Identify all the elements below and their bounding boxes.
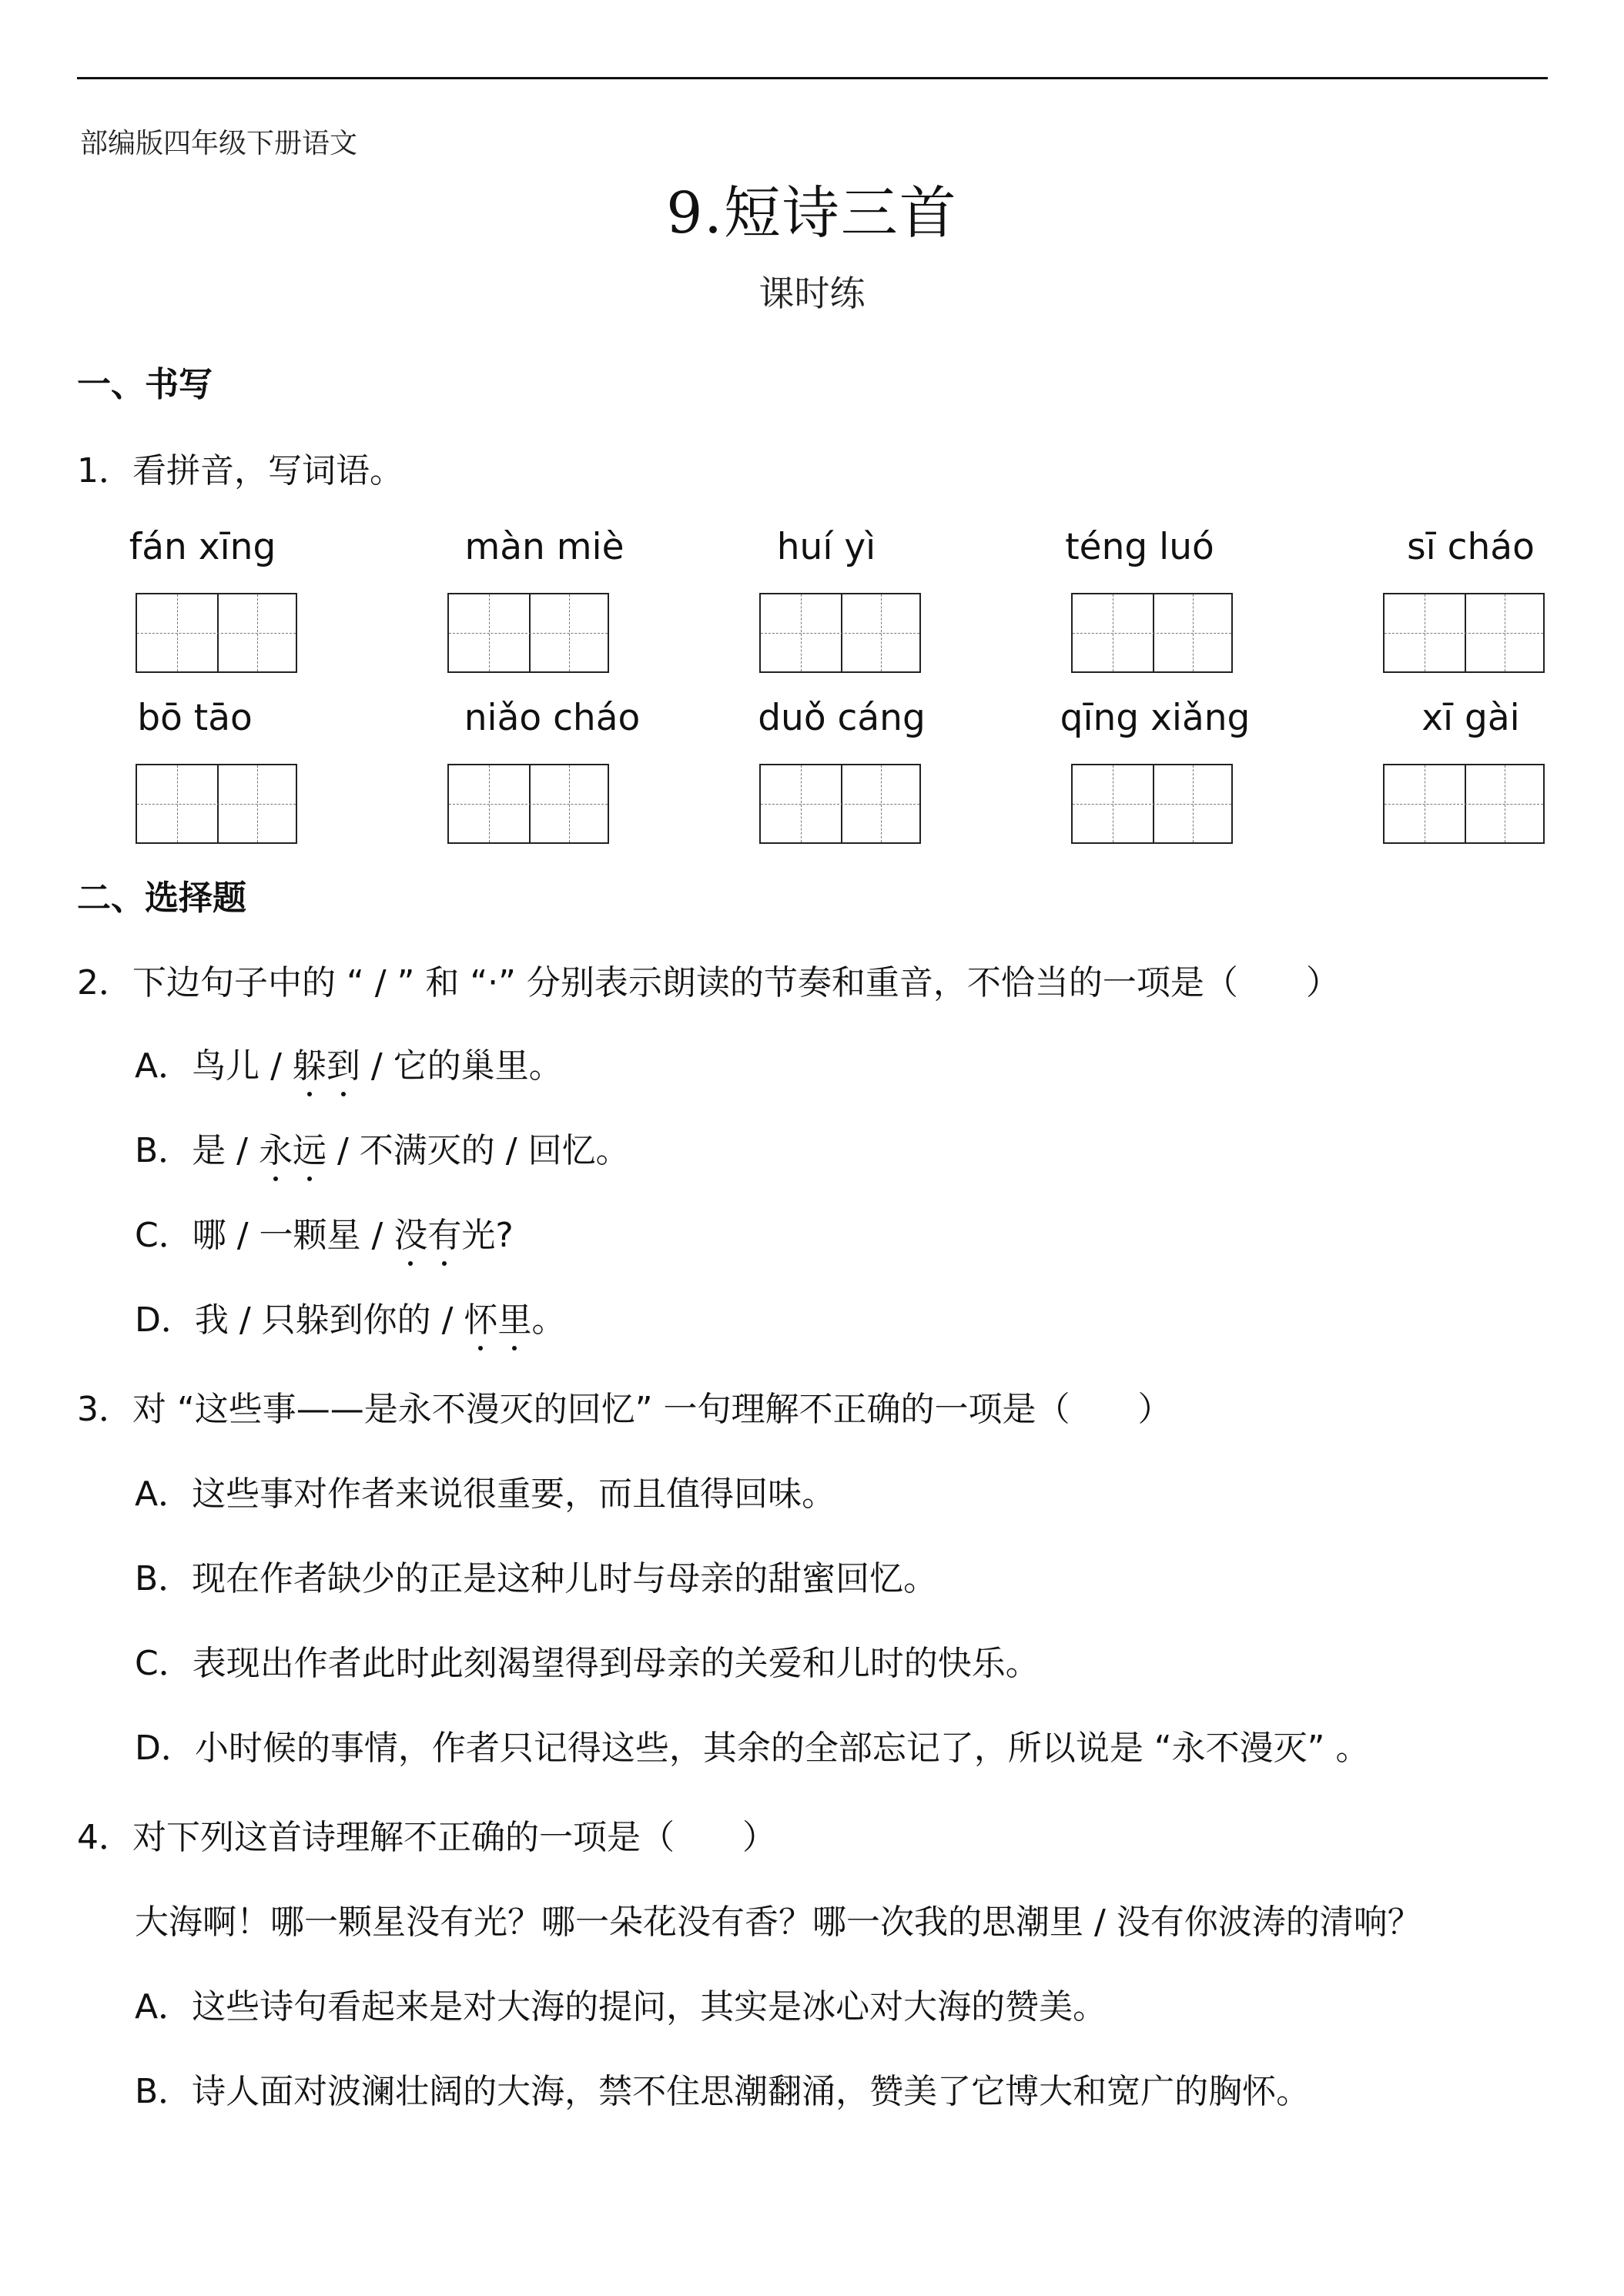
question-4-option-a[interactable]: A．这些诗句看起来是对大海的提问，其实是冰心对大海的赞美。: [135, 1987, 1107, 2027]
question-4-poem: 大海啊！哪一颗星没有光？哪一朵花没有香？哪一次我的思潮里 / 没有你波涛的清响？: [135, 1903, 1421, 1942]
question-3-option-d[interactable]: D．小时候的事情，作者只记得这些，其余的全部忘记了，所以说是 “永不漫灭” 。: [135, 1729, 1370, 1768]
lesson-title: 9.短诗三首: [666, 180, 958, 246]
writing-grid[interactable]: [136, 593, 297, 673]
section-heading-writing: 一、书写: [77, 365, 213, 404]
question-2-option-c[interactable]: C．哪 / 一颗星 / 没有光?: [135, 1207, 514, 1257]
pinyin-label: téng luó: [1065, 526, 1214, 568]
book-title: 部编版四年级下册语文: [80, 128, 358, 159]
question-4-prompt: 4．对下列这首诗理解不正确的一项是（ ）: [77, 1818, 776, 1857]
pinyin-label: bō tāo: [137, 697, 253, 739]
question-2-prompt: 2．下边句子中的 “ / ” 和 “·” 分别表示朗读的节奏和重音，不恰当的一项是（ ）: [77, 963, 1340, 1002]
writing-grid[interactable]: [447, 764, 609, 844]
pinyin-label: sī cháo: [1407, 526, 1535, 568]
pinyin-label: xī gài: [1421, 697, 1520, 739]
question-1-prompt: 1．看拼音，写词语。: [77, 451, 403, 490]
question-2-option-d[interactable]: D．我 / 只躲到你的 / 怀里。: [135, 1292, 565, 1341]
writing-grid[interactable]: [759, 593, 921, 673]
question-2-option-b[interactable]: B．是 / 永远 / 不满灭的 / 回忆。: [135, 1123, 630, 1172]
pinyin-label: niǎo cháo: [464, 697, 641, 739]
question-2-option-a[interactable]: A．鸟儿 / 躲到 / 它的巢里。: [135, 1038, 563, 1087]
top-rule: [77, 77, 1548, 79]
question-3-prompt: 3．对 “这些事——是永不漫灭的回忆” 一句理解不正确的一项是（ ）: [77, 1390, 1172, 1429]
writing-grid[interactable]: [1071, 764, 1233, 844]
writing-grid[interactable]: [1383, 764, 1545, 844]
writing-grid[interactable]: [1383, 593, 1545, 673]
lesson-subtitle: 课时练: [758, 273, 866, 314]
writing-grid[interactable]: [447, 593, 609, 673]
pinyin-label: qīng xiǎng: [1060, 697, 1251, 739]
writing-grid[interactable]: [1071, 593, 1233, 673]
pinyin-label: fán xīng: [129, 526, 276, 568]
question-3-option-a[interactable]: A．这些事对作者来说很重要，而且值得回味。: [135, 1474, 836, 1514]
section-heading-choice: 二、选择题: [77, 879, 246, 918]
writing-grid[interactable]: [759, 764, 921, 844]
pinyin-label: duǒ cáng: [758, 697, 926, 739]
question-3-option-b[interactable]: B．现在作者缺少的正是这种儿时与母亲的甜蜜回忆。: [135, 1559, 938, 1598]
writing-grid[interactable]: [136, 764, 297, 844]
pinyin-label: huí yì: [776, 526, 876, 568]
pinyin-label: màn miè: [464, 526, 624, 568]
question-3-option-c[interactable]: C．表现出作者此时此刻渴望得到母亲的关爱和儿时的快乐。: [135, 1644, 1040, 1683]
question-4-option-b[interactable]: B．诗人面对波澜壮阔的大海，禁不住思潮翻涌，赞美了它博大和宽广的胸怀。: [135, 2072, 1311, 2111]
